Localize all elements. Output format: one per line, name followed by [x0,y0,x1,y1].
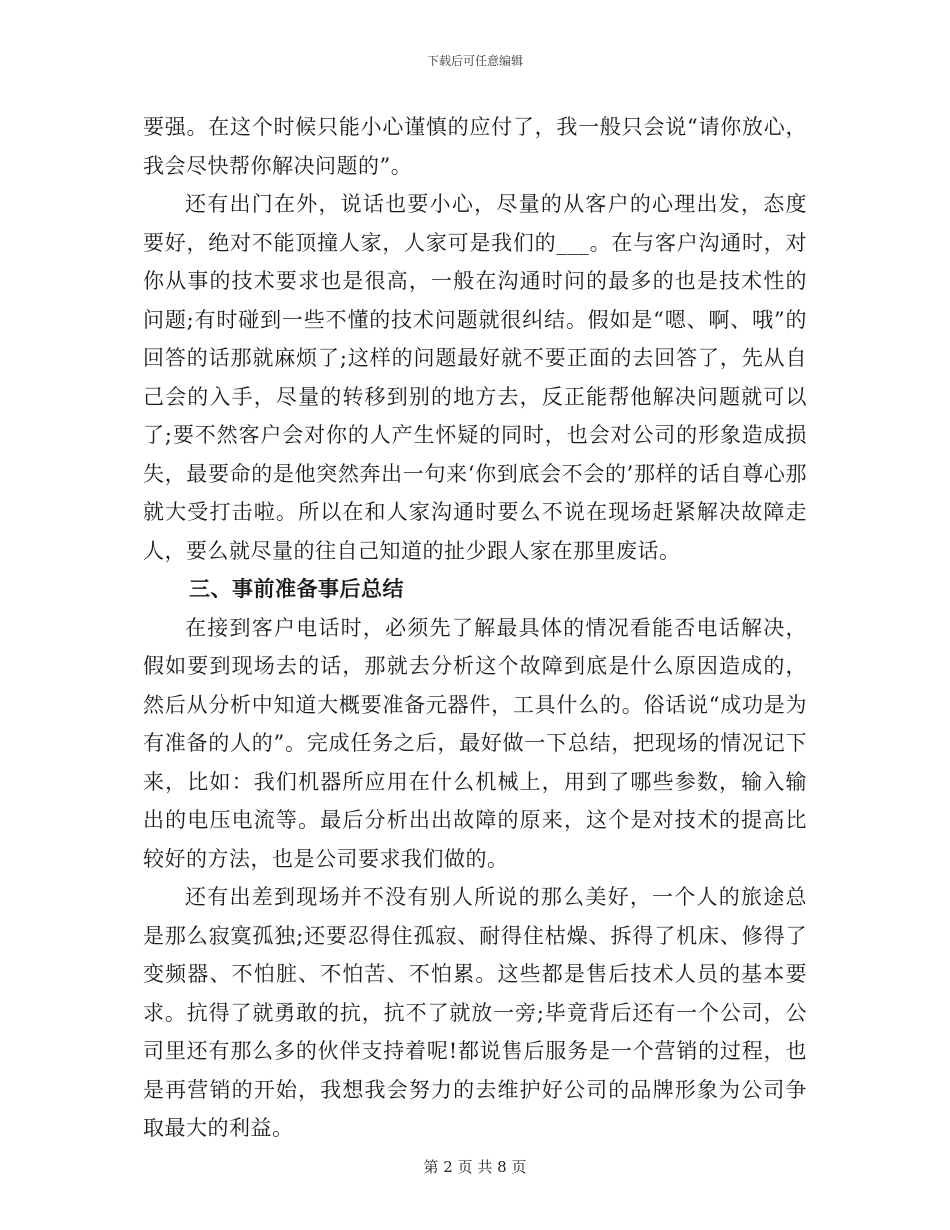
section-heading: 三、事前准备事后总结 [189,576,404,601]
paragraph: 在接到客户电话时，必须先了解最具体的情况看能否电话解决，假如要到现场去的话，那就去分析这个故障到底是什么原因造成的，然后从分析中知道大概要准备元器件，工具什么的。俗话说“成功是为有准备的人的”。完成任务之后，最好做一下总结，把现场的情况记下来，比如：我们机器所应用在什么机械上，用到了哪些参数，输入输出的电压电流等。最后分析出出故障的原来，这个是对技术的提高比较好的方法，也是公司要求我们做的。 [143,615,807,871]
paragraph: 还有出差到现场并不没有别人所说的那么美好，一个人的旅途总是那么寂寞孤独;还要忍得住孤寂、耐得住枯燥、拆得了机床、修得了变频器、不怕脏、不怕苦、不怕累。这些都是售后技术人员的基本要求。抗得了就勇敢的抗，抗不了就放一旁;毕竟背后还有一个公司，公司里还有那么多的伙伴支持着呢!都说售后服务是一个营销的过程，也是再营销的开始，我想我会努力的去维护好公司的品牌形象为公司争取最大的利益。 [143,885,807,1140]
paragraph: 还有出门在外，说话也要小心，尽量的从客户的心理出发，态度要好，绝对不能顶撞人家，人家可是我们的___。在与客户沟通时，对你从事的技术要求也是很高，一般在沟通时问的最多的也是技术性的问题;有时碰到一些不懂的技术问题就很纠结。假如是“嗯、啊、哦”的回答的话那就麻烦了;这样的问题最好就不要正面的去回答了，先从自己会的入手，尽量的转移到别的地方去，反正能帮他解决问题就可以了;要不然客户会对你的人产生怀疑的同时，也会对公司的形象造成损失，最要命的是他突然奔出一句来‘你到底会不会的’那样的话自尊心那就大受打击啦。所以在和人家沟通时要么不说在现场赶紧解决故障走人，要么就尽量的往自己知道的扯少跟人家在那里废话。 [143,192,807,563]
paragraph-continuation: 要强。在这个时候只能小心谨慎的应付了，我一般只会说“请你放心，我会尽快帮你解决问题的”。 [143,115,807,178]
page-footer: 第 2 页 共 8 页 [423,1158,527,1176]
page-header: 下载后可任意编辑 [426,54,523,68]
document-body [143,108,807,1148]
